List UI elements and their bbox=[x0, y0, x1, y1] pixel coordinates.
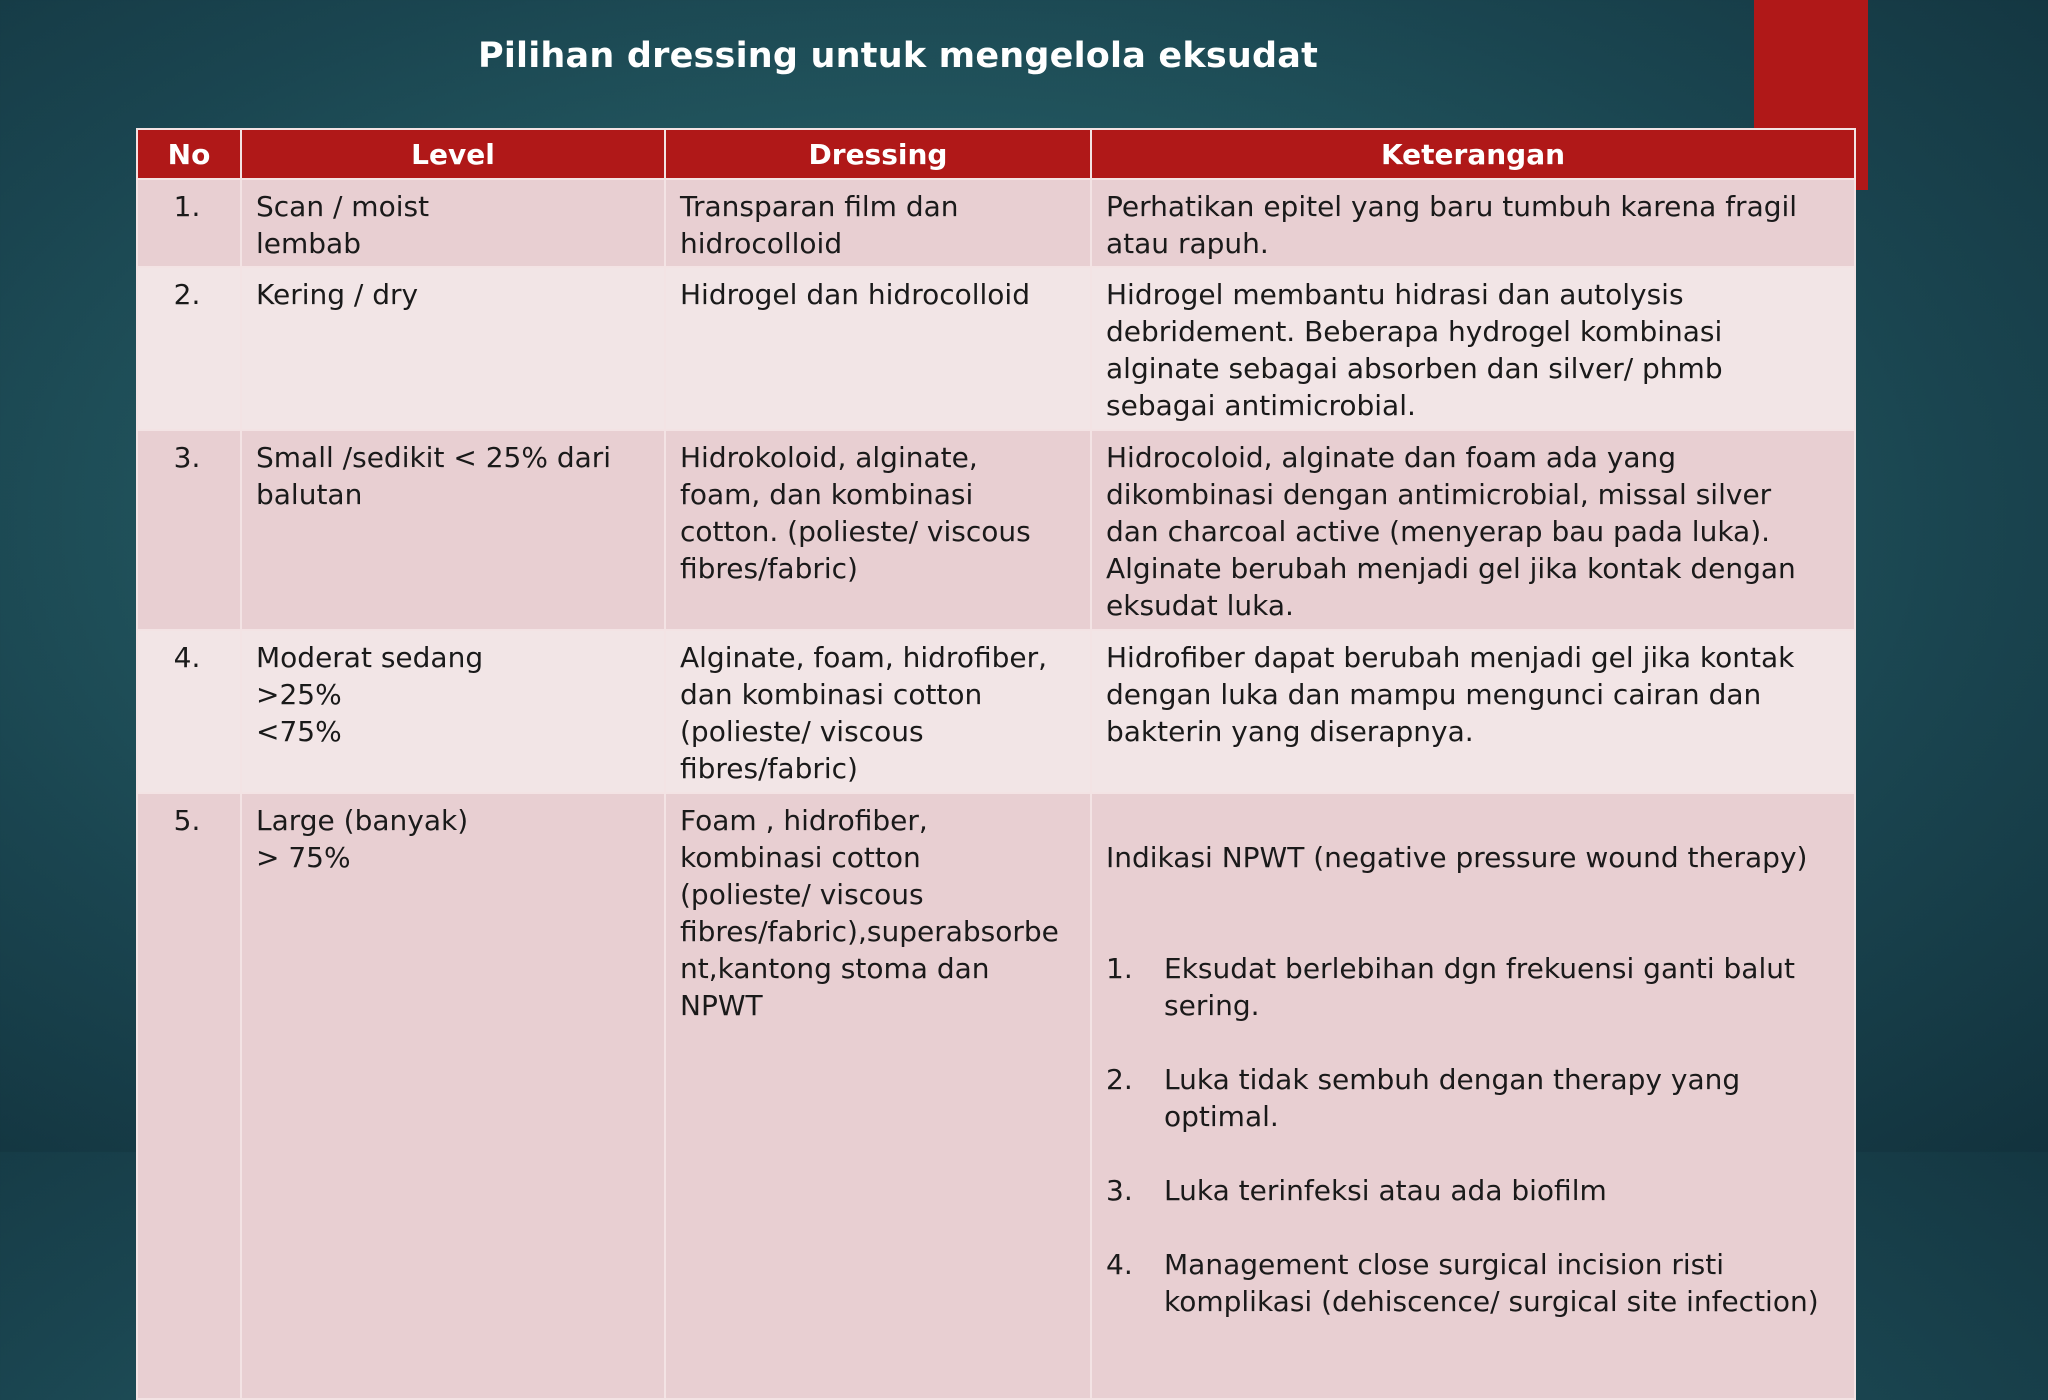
list-item bbox=[1106, 950, 1840, 1024]
table-header-row bbox=[137, 129, 1855, 179]
header-no: No bbox=[137, 129, 241, 179]
list-item-number: 4. bbox=[1106, 1248, 1133, 1281]
level-cell: Large (banyak) > 75% bbox=[241, 793, 665, 1399]
list-item bbox=[1106, 1172, 1840, 1209]
header-level: Level bbox=[241, 129, 665, 179]
row-number: 5. bbox=[137, 793, 241, 1399]
level-cell: Small /sedikit < 25% dari balutan bbox=[241, 430, 665, 630]
dressing-table bbox=[136, 128, 1856, 1400]
list-item-text: Luka terinfeksi atau ada biofilm bbox=[1164, 1174, 1607, 1207]
row-number: 3. bbox=[137, 430, 241, 630]
level-cell: Moderat sedang >25% <75% bbox=[241, 630, 665, 793]
row-number: 1. bbox=[137, 179, 241, 267]
list-item bbox=[1106, 1246, 1840, 1320]
keterangan-cell bbox=[1091, 793, 1855, 1399]
dressing-cell: Hidrogel dan hidrocolloid bbox=[665, 267, 1091, 430]
dressing-cell: Alginate, foam, hidrofiber, dan kombinasi cotton (polieste/ viscous fibres/fabric) bbox=[665, 630, 1091, 793]
table-row bbox=[137, 793, 1855, 1399]
list-item bbox=[1106, 1061, 1840, 1135]
dressing-cell: Foam , hidrofiber, kombinasi cotton (polieste/ viscous fibres/fabric),superabsorbe nt,kantong stoma dan NPWT bbox=[665, 793, 1091, 1399]
header-dressing: Dressing bbox=[665, 129, 1091, 179]
slide-title: Pilihan dressing untuk mengelola eksudat bbox=[477, 36, 1319, 76]
row-number: 2. bbox=[137, 267, 241, 430]
list-item-text: Luka tidak sembuh dengan therapy yang optimal. bbox=[1164, 1063, 1741, 1133]
level-cell: Scan / moist lembab bbox=[241, 179, 665, 267]
dressing-cell: Hidrokoloid, alginate, foam, dan kombinasi cotton. (polieste/ viscous fibres/fabric) bbox=[665, 430, 1091, 630]
list-item-number: 2. bbox=[1106, 1063, 1133, 1096]
keterangan-cell: Hidrofiber dapat berubah menjadi gel jika kontak dengan luka dan mampu mengunci cairan dan bakterin yang diserapnya. bbox=[1091, 630, 1855, 793]
table-row bbox=[137, 267, 1855, 430]
table-row bbox=[137, 179, 1855, 267]
table-row bbox=[137, 630, 1855, 793]
keterangan-cell: Hidrocoloid, alginate dan foam ada yang dikombinasi dengan antimicrobial, missal silver dan charcoal active (menyerap bau pada luka). Alginate berubah menjadi gel jika kontak dengan eksudat luka. bbox=[1091, 430, 1855, 630]
keterangan-cell: Perhatikan epitel yang baru tumbuh karena fragil atau rapuh. bbox=[1091, 179, 1855, 267]
level-cell: Kering / dry bbox=[241, 267, 665, 430]
row-number: 4. bbox=[137, 630, 241, 793]
header-keterangan: Keterangan bbox=[1091, 129, 1855, 179]
npwt-indication-list bbox=[1106, 913, 1840, 1357]
list-item-number: 1. bbox=[1106, 952, 1133, 985]
list-item-text: Eksudat berlebihan dgn frekuensi ganti balut sering. bbox=[1164, 952, 1795, 1022]
list-item-number: 3. bbox=[1106, 1174, 1133, 1207]
dressing-table-container bbox=[136, 128, 1854, 1400]
list-item-text: Management close surgical incision risti komplikasi (dehiscence/ surgical site infection) bbox=[1164, 1248, 1819, 1318]
table-row bbox=[137, 430, 1855, 630]
keterangan-cell: Hidrogel membantu hidrasi dan autolysis debridement. Beberapa hydrogel kombinasi alginate sebagai absorben dan silver/ phmb sebagai antimicrobial. bbox=[1091, 267, 1855, 430]
dressing-cell: Transparan film dan hidrocolloid bbox=[665, 179, 1091, 267]
npwt-intro: Indikasi NPWT (negative pressure wound therapy) bbox=[1106, 841, 1808, 874]
